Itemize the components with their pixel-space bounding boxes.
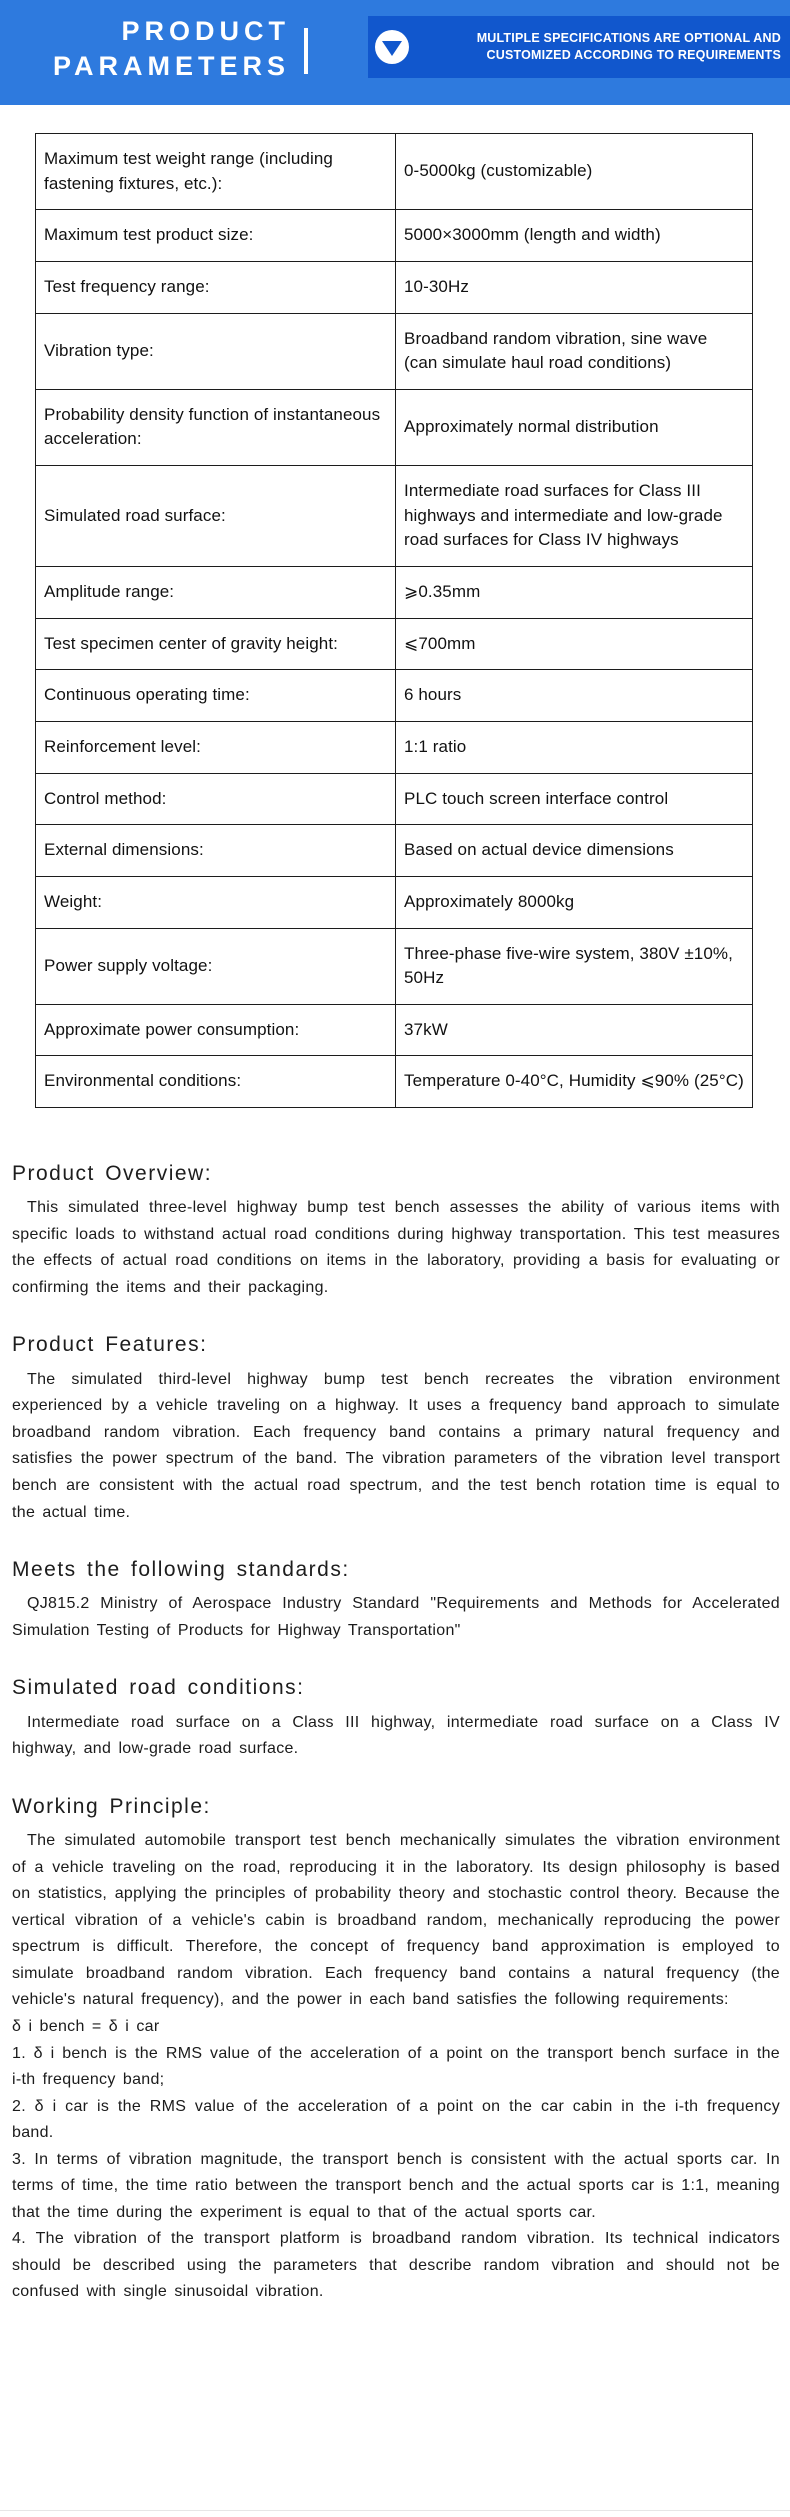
param-value: PLC touch screen interface control [396,773,753,825]
table-row [36,670,753,722]
param-value: Based on actual device dimensions [396,825,753,877]
table-row [36,1004,753,1056]
content-section [12,1674,780,1762]
section-paragraph: 4. The vibration of the transport platform is broadband random vibration. Its technical indicators should be described using the parameters that describe random vibration and should not be confused with single sinusoidal vibration. [12,2230,780,2301]
section-paragraph: δ i bench = δ i car [12,2017,160,2035]
param-value: Approximately 8000kg [396,876,753,928]
section-paragraph: Intermediate road surface on a Class III highway, intermediate road surface on a Class IV highway, and low-grade road surface. [12,1713,780,1758]
param-label: Reinforcement level: [36,721,396,773]
param-value: Intermediate road surfaces for Class III highways and intermediate and low-grade road surfaces for Class IV highways [396,466,753,567]
content-sections [12,1160,780,2336]
section-paragraph: 3. In terms of vibration magnitude, the transport bench is consistent with the actual sports car. In terms of time, the time ratio between the transport bench and the actual sports car is 1:1, meaning that the time during the experiment is equal to that of the actual sports car. [12,2150,780,2221]
header [0,0,790,105]
param-value: Broadband random vibration, sine wave (can simulate haul road conditions) [396,313,753,389]
badge-text [409,30,790,65]
table-row [36,134,753,210]
content-section [12,1793,780,2306]
table-row [36,928,753,1004]
page-title-line1: PRODUCT [121,16,290,46]
table-row [36,773,753,825]
section-heading: Product Overview: [12,1162,213,1185]
param-value: ⩽700mm [396,618,753,670]
table-row [36,466,753,567]
param-label: Test frequency range: [36,261,396,313]
param-label: Amplitude range: [36,567,396,619]
content-section [12,1160,780,1301]
param-label: Control method: [36,773,396,825]
param-value: 5000×3000mm (length and width) [396,210,753,262]
section-paragraph: QJ815.2 Ministry of Aerospace Industry Standard "Requirements and Methods for Accelerated Simulation Testing of Products for Highway Transportation" [12,1595,780,1639]
param-label: Maximum test weight range (including fastening fixtures, etc.): [36,134,396,210]
parameters-table-body [36,134,753,1108]
section-paragraph: The simulated automobile transport test bench mechanically simulates the vibration environment of a vehicle traveling on the road, reproducing it in the laboratory. Its design philosophy is based on statistics, applying the principles of probability theory and stochastic control theory. Because the vertical vibration of a vehicle's cabin is broadband random, mechanically reproducing the power spectrum is difficult. Therefore, the concept of frequency band approximation is employed to simulate broadband random vibration. Each frequency band contains a natural frequency (the vehicle's natural frequency), and the power in each band satisfies the following requirements: [12,1832,780,2009]
parameters-table [35,133,753,1108]
table-row [36,261,753,313]
table-row [36,618,753,670]
header-badge [368,16,790,78]
param-label: Environmental conditions: [36,1056,396,1108]
param-value: Approximately normal distribution [396,389,753,465]
param-value: ⩾0.35mm [396,567,753,619]
content-section [12,1556,780,1644]
section-paragraph: The simulated third-level highway bump test bench recreates the vibration environment experienced by a vehicle traveling on a highway. It uses a frequency band approach to simulate broadband random vibration. Each frequency band contains a primary natural frequency and satisfies the power spectrum of the band. The vibration parameters of the vibration level transport bench are consistent with the actual road spectrum, and the test bench rotation time is equal to the actual time. [12,1370,780,1521]
page-title [30,14,290,84]
badge-text-line2: CUSTOMIZED ACCORDING TO REQUIREMENTS [486,48,781,62]
param-label: Approximate power consumption: [36,1004,396,1056]
bottom-divider [0,2510,790,2511]
param-label: Simulated road surface: [36,466,396,567]
param-value: 6 hours [396,670,753,722]
param-label: Probability density function of instantaneous acceleration: [36,389,396,465]
param-label: Test specimen center of gravity height: [36,618,396,670]
section-heading: Working Principle: [12,1794,211,1818]
table-row [36,567,753,619]
section-heading: Product Features: [12,1333,208,1357]
param-value: 1:1 ratio [396,721,753,773]
table-row [36,876,753,928]
section-paragraph: This simulated three-level highway bump test bench assesses the ability of various items with specific loads to withstand actual road conditions during highway transportation. This test measures the effects of actual road conditions on items in the laboratory, providing a basis for evaluating or confirming the items and their packaging. [12,1199,780,1296]
badge-text-line1: MULTIPLE SPECIFICATIONS ARE OPTIONAL AND [476,30,781,45]
table-row [36,313,753,389]
page-title-line2: PARAMETERS [52,51,290,82]
param-label: Power supply voltage: [36,928,396,1004]
param-value: 10-30Hz [396,261,753,313]
param-label: External dimensions: [36,825,396,877]
section-paragraph: 2. δ i car is the RMS value of the acceleration of a point on the car cabin in the i-th frequency band. [12,2097,780,2142]
table-row [36,210,753,262]
section-paragraph: 1. δ i bench is the RMS value of the acceleration of a point on the transport bench surface in the i-th frequency band; [12,2044,780,2089]
param-label: Vibration type: [36,313,396,389]
param-value: 0-5000kg (customizable) [396,134,753,210]
param-label: Continuous operating time: [36,670,396,722]
section-heading: Simulated road conditions: [12,1676,305,1700]
param-value: Three-phase five-wire system, 380V ±10%, 50Hz [396,928,753,1004]
content-section [12,1331,780,1526]
section-heading: Meets the following standards: [12,1558,350,1582]
table-row [36,825,753,877]
table-row [36,1056,753,1108]
down-arrow-icon [375,30,409,64]
table-row [36,721,753,773]
header-divider [304,28,308,74]
param-value: Temperature 0-40°C, Humidity ⩽90% (25°C) [396,1056,753,1108]
param-label: Maximum test product size: [36,210,396,262]
param-label: Weight: [36,876,396,928]
param-value: 37kW [396,1004,753,1056]
table-row [36,389,753,465]
